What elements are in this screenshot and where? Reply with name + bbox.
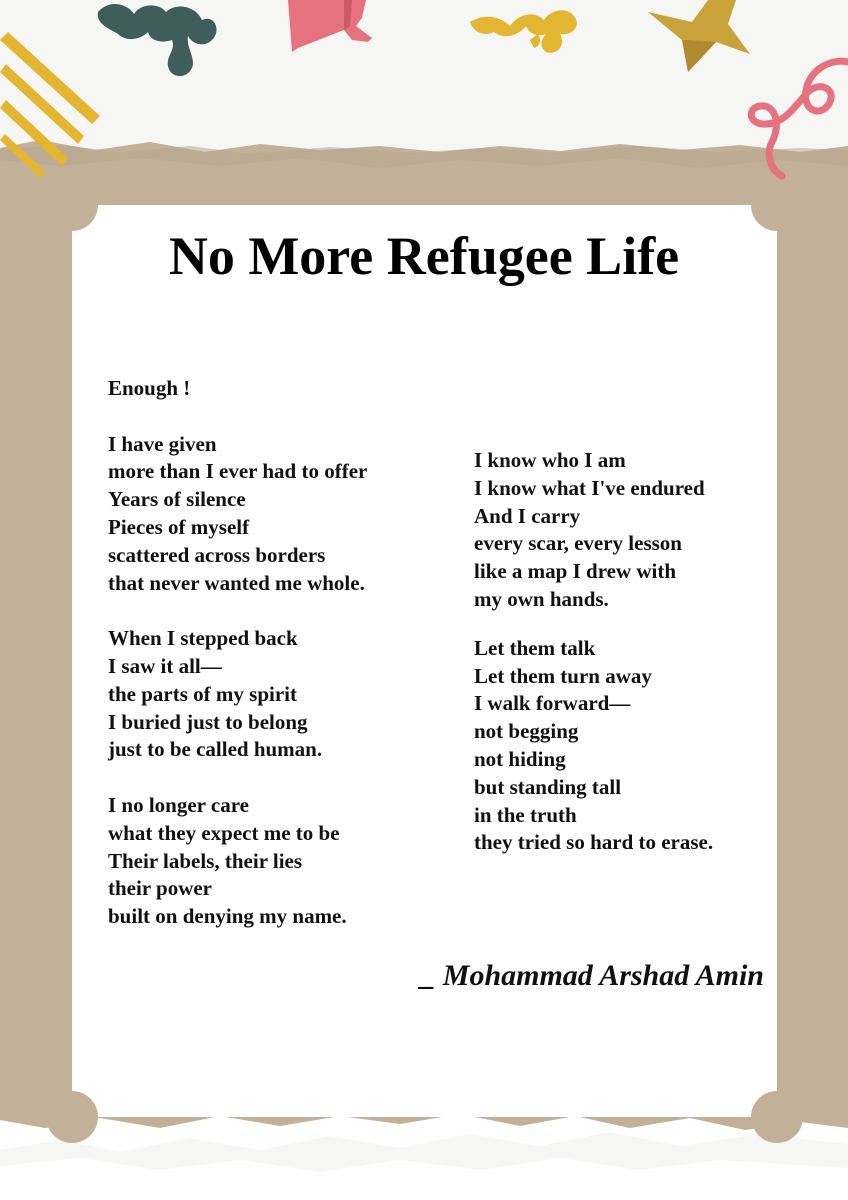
poem-line: my own hands. bbox=[474, 586, 609, 611]
poem-line: their power bbox=[108, 876, 213, 901]
poem-line: not hiding bbox=[474, 746, 566, 771]
poem-line: just to be called human. bbox=[108, 737, 323, 762]
poem-line: not begging bbox=[474, 719, 579, 744]
poem-line: more than I ever had to offer bbox=[108, 459, 368, 484]
poem-line: I know what I've endured bbox=[474, 475, 705, 500]
poem-line: And I carry bbox=[474, 503, 581, 528]
poem-line: I saw it all— bbox=[108, 653, 222, 678]
poem-title: No More Refugee Life bbox=[168, 226, 680, 286]
poem-line: I walk forward— bbox=[474, 691, 631, 716]
poem-line: I know who I am bbox=[474, 448, 626, 472]
poem-right-column bbox=[474, 447, 713, 857]
stanza-gap bbox=[108, 764, 367, 792]
poem-line: Let them talk bbox=[474, 635, 596, 660]
poem-line: but standing tall bbox=[474, 774, 622, 799]
poem-line: in the truth bbox=[474, 802, 577, 827]
poem-line: built on denying my name. bbox=[108, 904, 347, 929]
stanza-gap bbox=[474, 614, 713, 635]
poem-line: scattered across borders bbox=[108, 542, 326, 567]
stanza-gap bbox=[108, 403, 367, 431]
author-signature: _ Mohammad Arshad Amin bbox=[420, 959, 764, 992]
stanza-gap bbox=[108, 597, 367, 625]
poem-line: Their labels, their lies bbox=[108, 848, 303, 873]
poem-line: what they expect me to be bbox=[108, 820, 340, 845]
poem-line: that never wanted me whole. bbox=[108, 570, 365, 595]
poem-line: I have given bbox=[108, 431, 217, 456]
poem-line: every scar, every lesson bbox=[474, 531, 682, 556]
poem-line: Enough ! bbox=[108, 376, 191, 400]
poem-line: Let them turn away bbox=[474, 663, 652, 688]
poem-left-column bbox=[108, 375, 367, 931]
poem-line: they tried so hard to erase. bbox=[474, 830, 714, 855]
poem-line: Years of silence bbox=[108, 487, 246, 512]
poem-line: I buried just to belong bbox=[108, 709, 308, 734]
poem-line: like a map I drew with bbox=[474, 559, 677, 584]
poem-line: Pieces of myself bbox=[108, 514, 250, 539]
poem-line: I no longer care bbox=[108, 792, 249, 817]
poem-line: the parts of my spirit bbox=[108, 681, 297, 706]
poem-line: When I stepped back bbox=[108, 626, 298, 651]
